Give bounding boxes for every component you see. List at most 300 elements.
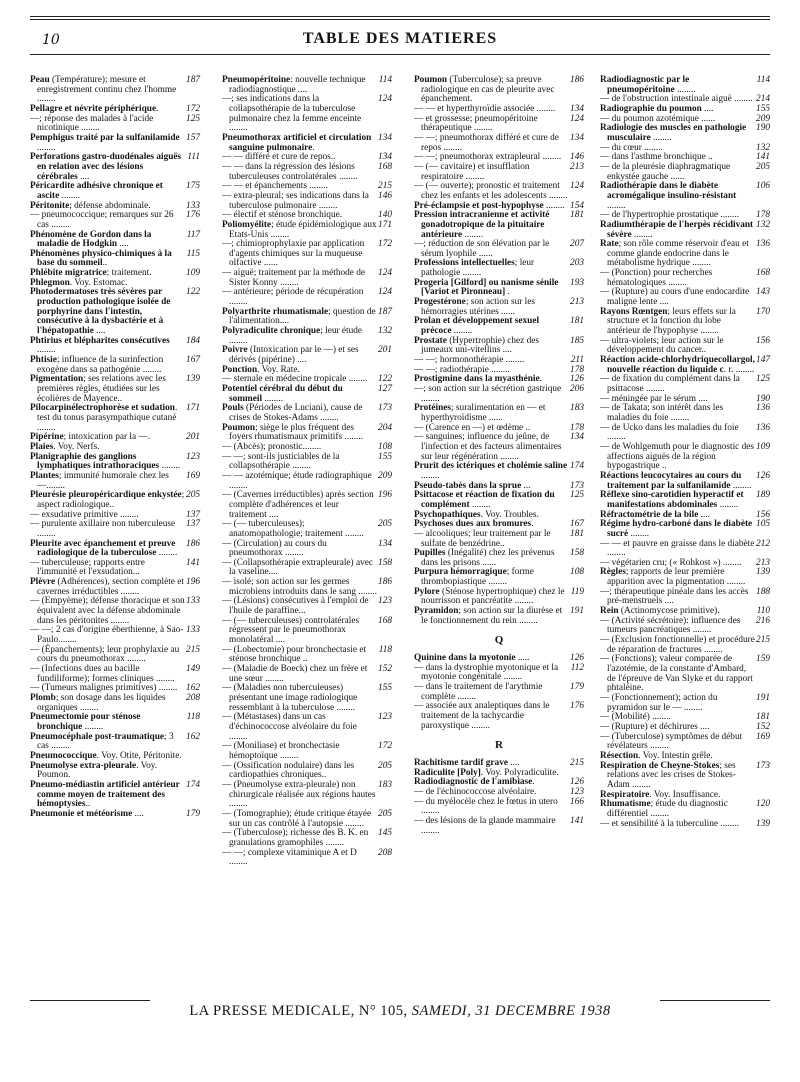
entry-page: 106 [756, 181, 770, 192]
entry-page: 147 [756, 355, 770, 366]
index-entry [414, 279, 584, 298]
entry-page: 183 [570, 403, 584, 414]
footer-journal: LA PRESSE MEDICALE, N° 105, [189, 1003, 408, 1019]
index-entry [30, 694, 200, 713]
entry-text: — (Ponction) pour recherches hématologiques ........ [600, 268, 713, 288]
entry-text: Pemphigus traité par la sulfanilamide ........ [30, 132, 180, 153]
index-entry [222, 134, 392, 153]
index-entry [222, 810, 392, 829]
entry-text: Poumon (Tuberculose); sa preuve radiologique en cas de pleurite avec épanchement. [414, 75, 555, 105]
entry-page: 117 [186, 229, 200, 240]
entry-page: 181 [756, 712, 770, 723]
entry-page: 179 [186, 808, 200, 819]
index-entry [414, 462, 584, 481]
index-entry [600, 617, 770, 636]
entry-text: Perforations gastro-duodénales aiguës en relation avec des lésions cérébrales .... [30, 152, 182, 182]
entry-text: Pression intracranienne et activité gonadotropique de la pituitaire antérieure ........ [414, 210, 550, 240]
index-column-4 [600, 76, 770, 829]
index-entry [414, 607, 584, 626]
entry-page: 123 [378, 596, 392, 607]
entry-page: 179 [570, 682, 584, 693]
entry-page: 108 [570, 567, 584, 578]
entry-text: — aiguë; traitement par la méthode de Sister Konny ........ [222, 268, 366, 288]
entry-text: — (Mobilité) ........ [600, 712, 671, 723]
index-entry [600, 375, 770, 394]
entry-page: 126 [570, 374, 584, 385]
entry-text: Rachitisme tardif grave .... [414, 757, 520, 768]
entry-text: Quinine dans la myotonie ..... [414, 653, 530, 664]
entry-page: 205 [378, 808, 392, 819]
entry-page: 114 [756, 75, 770, 85]
entry-text: Progestérone; son action sur les hémorragies utérines ...... [414, 297, 536, 317]
entry-text: — associée aux analeptiques dans le traitement de la tachycardie paroxystique ........ [414, 701, 550, 731]
entry-text: Réactions leucocytaires au cours du traitement par la sulfanilamide ........ [600, 470, 752, 491]
entry-text: — —; 2 cas d'origine éberthienne, à Sao-Paulo........ [30, 625, 184, 646]
entry-page: 110 [756, 606, 770, 617]
entry-page: 162 [186, 731, 200, 742]
entry-page: 172 [378, 741, 392, 752]
footer-date: SAMEDI, 31 DECEMBRE 1938 [411, 1003, 611, 1019]
entry-text: Pneumonie et météorisme .... [30, 808, 144, 819]
header-rule [30, 54, 770, 55]
entry-text: Radiumthérapie de l'herpès récidivant sévère ........ [600, 219, 754, 240]
entry-page: 157 [186, 132, 200, 143]
entry-text: — végétarien cru; (« Rohkost ») ........ [600, 557, 742, 568]
entry-text: Pouls (Périodes de Luciani), cause de crises de Stokes-Adams ........ [222, 403, 363, 423]
index-entry [222, 346, 392, 365]
entry-page: 193 [570, 277, 584, 288]
entry-text: Professions intellectuelles; leur pathologie ........ [414, 258, 535, 279]
top-rule-2 [30, 19, 770, 20]
entry-page: 205 [756, 161, 770, 172]
entry-text: — extra-pleural; ses indications dans la tuberculose pulmonaire ........ [222, 190, 369, 211]
entry-text: Poumon; siège le plus fréquent des foyers rhumatismaux primitifs ........ [222, 422, 364, 443]
entry-page: 174 [570, 461, 584, 472]
entry-text: Plaies. Voy. Nerfs. [30, 441, 100, 452]
entry-text: Règles; rapports de leur première apparition avec la pigmentation ........ [600, 567, 746, 588]
entry-text: — et sensibilité à la tuberculine ........ [600, 818, 739, 829]
entry-page: 196 [378, 490, 392, 501]
entry-page: 204 [378, 422, 392, 433]
entry-text: — dans la dystrophie myotonique et la myotonie congénitale ........ [414, 662, 559, 683]
index-entry [30, 540, 200, 559]
index-entry [222, 269, 392, 288]
entry-page: 188 [756, 586, 770, 597]
index-entry [600, 240, 770, 269]
index-entry [30, 472, 200, 491]
section-letter: Q [494, 634, 504, 647]
index-entry [414, 588, 584, 607]
entry-page: 171 [186, 403, 200, 414]
index-entry [414, 530, 584, 549]
entry-page: 133 [186, 200, 200, 211]
index-entry [222, 95, 392, 134]
entry-page: 201 [378, 345, 392, 356]
index-entry [222, 559, 392, 578]
entry-page: 156 [756, 335, 770, 346]
entry-text: Phlegmon. Voy. Estomac. [30, 277, 128, 288]
index-entry [414, 115, 584, 134]
entry-page: 205 [186, 490, 200, 501]
entry-text: Prolan et développement sexuel précoce ........ [414, 316, 540, 337]
index-entry [222, 327, 392, 346]
entry-page: 118 [378, 644, 392, 655]
entry-text: Radiculite [Poly]. Voy. Polyradiculite. [414, 767, 559, 778]
entry-text: Pleurésie pleuropéricardique enkystée; aspect radiologique.. [30, 490, 185, 510]
entry-text: — exsudative primitive ........ [30, 509, 139, 520]
entry-page: 211 [570, 355, 584, 366]
entry-text: Poliomyélite; étude épidémiologique aux Etats-Unis ........ [222, 219, 377, 240]
entry-page: 127 [378, 384, 392, 394]
entry-page: 170 [756, 306, 770, 317]
entry-text: — purulente axillaire non tuberculeuse ........ [30, 519, 176, 539]
entry-page: 178 [570, 422, 584, 433]
index-entry [30, 491, 200, 510]
entry-text: —; réponse des malades à l'acide nicotinique ........ [30, 113, 154, 134]
index-entry [30, 810, 200, 820]
entry-text: — (— tuberculeuses); anatomopathologie; traitement ........ [222, 519, 364, 539]
index-entry [222, 192, 392, 211]
entry-text: — (Tuberculose) symptômes de début révélateurs ........ [600, 731, 743, 752]
entry-page: 191 [570, 606, 584, 617]
entry-page: 205 [378, 760, 392, 771]
entry-text: Pellagre et névrite périphérique. [30, 103, 159, 114]
index-entry [30, 626, 200, 645]
index-entry [414, 259, 584, 278]
entry-text: Pupilles (Inégalité) chez les prévenus dans les prisons ...... [414, 548, 555, 568]
entry-page: 162 [186, 683, 200, 694]
entry-text: — (Collapsothérapie extrapleurale) avec la vaseline.... [222, 557, 374, 578]
entry-text: — antérieure; période de récupération ........ [222, 287, 364, 308]
entry-text: Péricardite adhésive chronique et ascite ........ [30, 181, 163, 201]
entry-page: 125 [756, 374, 770, 385]
index-entry [222, 424, 392, 443]
entry-text: — —; sont-ils justiciables de la collapsothérapie ........ [222, 451, 340, 472]
entry-text: Protéines; suralimentation en — et hyperthyroïdisme ...... [414, 403, 546, 423]
footer-rule-right [660, 1000, 770, 1001]
entry-page: 126 [570, 777, 584, 788]
entry-text: — tuberculeuse; rapports entre l'immunité et l'exsudation... [30, 557, 145, 578]
entry-page: 152 [378, 664, 392, 675]
entry-text: Peau (Température); mesure et enregistrement continu chez l'homme ........ [30, 75, 177, 105]
page-title: TABLE DES MATIERES [302, 30, 498, 47]
entry-text: Radiodiagnostic par le pneumopéritoine ........ [600, 75, 696, 95]
page-number: 10 [42, 32, 60, 48]
entry-page: 108 [378, 441, 392, 452]
index-entry [600, 404, 770, 423]
entry-text: — (Circulation) au cours du pneumothorax ........ [222, 538, 327, 559]
index-entry [600, 520, 770, 539]
entry-page: 190 [756, 123, 770, 134]
entry-text: —; chimioprophylaxie par application d'agents chimiques sur la muqueuse olfactive ...... [222, 239, 365, 269]
entry-text: — (Fonctions); valeur comparée de l'azotémie, de la constante d'Ambard, de l'épreuve de Van Slyke et du rapport phtaléine. [600, 654, 753, 694]
entry-text: — (— ouverte); pronostic et traitement chez les enfants et les adolescents ........ [414, 181, 568, 201]
index-entry [30, 781, 200, 810]
entry-page: 141 [570, 815, 584, 826]
index-entry [30, 453, 200, 472]
entry-page: 125 [186, 113, 200, 124]
entry-text: — de l'échinococcose alvéolaire. [414, 786, 537, 797]
entry-text: Réflexe sino-carotidien hyperactif et manifestations abdominales ........ [600, 490, 744, 510]
index-entry [414, 317, 584, 336]
entry-text: — (— tuberculeuses) controlatérales régressent par le pneumothorax monolatéral .... [222, 615, 360, 646]
entry-page: 186 [186, 538, 200, 549]
index-entry [414, 240, 584, 259]
entry-text: — ultra-violets; leur action sur le développement du cancer.. [600, 335, 724, 356]
entry-text: Plomb; son dosage dans les liquides organiques ........ [30, 693, 166, 713]
entry-text: — — dans la régression des lésions tuberculeuses controlatérales ........ [222, 161, 358, 182]
entry-text: — (Cavernes irréductibles) après section complète d'adhérences et leur traitement .... [222, 490, 374, 520]
entry-text: — (Lésions) consécutives à l'emploi de l'huile de paraffine... [222, 596, 369, 617]
index-entry [600, 337, 770, 356]
entry-text: Réaction acide-chlorhydriquecollargol, nouvelle réaction du liquide c. r. ........ [600, 355, 755, 375]
entry-text: — (Ossification nodulaire) dans les cardiopathies chroniques.. [222, 760, 355, 781]
index-entry [30, 250, 200, 269]
section-letter: R [495, 739, 503, 752]
entry-text: — électif et sténose bronchique. [222, 210, 343, 221]
index-entry [30, 578, 200, 597]
entry-page: 155 [378, 683, 392, 694]
entry-page: 176 [570, 701, 584, 712]
entry-text: — pneumococcique; remarques sur 26 cas ........ [30, 210, 174, 230]
entry-page: 212 [756, 538, 770, 549]
entry-page: 124 [570, 181, 584, 192]
entry-text: Potentiel cérébral du début du sommeil ........ [222, 384, 343, 404]
index-entry [600, 636, 770, 655]
entry-page: 169 [756, 731, 770, 742]
entry-text: — (Fonctionnement); action du pyramidon sur le — ........ [600, 693, 718, 713]
entry-text: Planigraphie des ganglions lymphatiques intrathoraciques ........ [30, 451, 181, 472]
entry-page: 137 [186, 509, 200, 520]
entry-text: Pipérine; intoxication par la —. [30, 432, 151, 443]
index-entry [600, 182, 770, 211]
entry-text: Plantes; immunité humorale chez les —........ [30, 470, 169, 491]
entry-page: 190 [756, 393, 770, 404]
entry-text: — — et hyperthyroïdie associée ........ [414, 103, 556, 114]
entry-page: 122 [186, 287, 200, 298]
entry-page: 125 [570, 490, 584, 501]
entry-page: 173 [570, 480, 584, 491]
entry-page: 156 [756, 509, 770, 520]
entry-page: 175 [186, 181, 200, 192]
index-entry [600, 308, 770, 337]
index-entry [30, 404, 200, 433]
entry-text: — (Lobectomie) pour bronchectasie et sténose bronchique .. [222, 644, 367, 665]
entry-page: 124 [378, 287, 392, 298]
entry-page: 209 [756, 113, 770, 124]
entry-page: 183 [378, 779, 392, 790]
index-entry [30, 288, 200, 336]
footer-rule-left [30, 1000, 150, 1001]
entry-page: 126 [570, 653, 584, 664]
entry-page: 176 [186, 210, 200, 221]
index-entry [600, 288, 770, 307]
index-entry [30, 182, 200, 201]
entry-text: — dans le traitement de l'arythmie complète ........ [414, 682, 543, 702]
index-entry [600, 472, 770, 491]
entry-text: — (Carence en —) et œdème .. [414, 422, 531, 433]
entry-text: Rhumatisme; étude du diagnostic différentiel ........ [600, 799, 728, 819]
entry-page: 215 [186, 644, 200, 655]
entry-page: 149 [186, 664, 200, 675]
entry-page: 140 [378, 210, 392, 221]
entry-page: 134 [570, 432, 584, 443]
entry-page: 105 [756, 519, 770, 530]
index-entry [222, 520, 392, 539]
entry-text: Photodermatoses très sévères par production pathologique isolée de porphyrine dans l'intestin, consécutive à la dysbactérie et à l'hépatopathie .... [30, 287, 171, 337]
entry-page: 141 [756, 152, 770, 163]
index-entry [30, 115, 200, 134]
entry-page: 134 [378, 538, 392, 549]
entry-text: — —; pneumothorax différé et cure de repos ........ [414, 132, 559, 153]
entry-text: Pilocarpinélectrophorèse et sudation. test du tonus parasympathique cutané ........ [30, 403, 178, 433]
index-entry [222, 288, 392, 307]
entry-text: Prostigmine dans la myasthénie. [414, 374, 542, 385]
entry-text: — (Abcès); pronostic........ [222, 441, 322, 452]
entry-page: 203 [570, 258, 584, 269]
entry-page: 208 [378, 847, 392, 858]
index-entry [600, 540, 770, 559]
index-entry [30, 665, 200, 684]
entry-page: 139 [186, 374, 200, 385]
entry-page: 168 [378, 161, 392, 172]
entry-page: 120 [756, 799, 770, 810]
entry-text: — —; pneumothorax extrapleural ........ [414, 152, 562, 163]
index-entry [30, 76, 200, 105]
entry-text: — du poumon azotémique ...... [600, 113, 716, 124]
index-entry [222, 76, 392, 95]
entry-text: — (Pneumolyse extra-pleurale) non chirurgicale réalisée aux régions hautes ........ [222, 779, 376, 810]
index-entry [222, 646, 392, 665]
entry-text: — sternale en médecine tropicale ........ [222, 374, 368, 385]
entry-page: 185 [570, 335, 584, 346]
entry-page: 146 [378, 190, 392, 201]
index-entry [222, 597, 392, 616]
entry-text: — du cœur ........ [600, 142, 663, 153]
entry-page: 168 [378, 615, 392, 626]
entry-text: — — azotémique; étude radiographique ........ [222, 470, 372, 491]
index-entry [222, 781, 392, 810]
entry-text: — de la pleurésie diaphragmatique enkystée gauche ...... [600, 161, 731, 182]
entry-text: Psychopathiques. Voy. Troubles. [414, 509, 539, 520]
entry-page: 196 [186, 577, 200, 588]
index-entry [414, 817, 584, 836]
entry-page: 123 [570, 786, 584, 797]
entry-page: 119 [570, 586, 584, 597]
index-entry [414, 798, 584, 817]
entry-page: 213 [756, 557, 770, 568]
entry-text: — dans l'asthme bronchique .. [600, 152, 713, 163]
entry-text: Respiration de Cheyne-Stokes; ses relations avec les crises de Stokes-Adam ........ [600, 760, 736, 790]
entry-page: 137 [186, 519, 200, 530]
index-entry [222, 453, 392, 472]
entry-page: 154 [570, 200, 584, 211]
entry-text: — (Tuberculose); richesse des B. K. en granulations gramophiles ........ [222, 828, 369, 848]
entry-page: 124 [570, 113, 584, 124]
entry-text: Rein (Actinomycose primitive). [600, 606, 720, 617]
index-entry [222, 540, 392, 559]
entry-text: —; réduction de son élévation par le sérum lyophile ...... [414, 239, 550, 259]
entry-text: —; thérapeutique pinéale dans les accès pré-menstruels .... [600, 586, 749, 607]
entry-text: — de Wohlgemuth pour le diagnostic des affections aiguës de la région hypogastrique .. [600, 441, 755, 472]
entry-page: 152 [756, 721, 770, 732]
index-entry [30, 153, 200, 182]
entry-text: Péritonite; défense abdominale. [30, 200, 151, 211]
entry-text: Polyradiculite chronique; leur étude ........ [222, 326, 363, 346]
index-entry [600, 588, 770, 607]
entry-text: — (Tumeurs malignes primitives) ........ [30, 683, 178, 694]
entry-text: Radiographie du poumon .... [600, 103, 714, 114]
entry-text: Pneumolyse extra-pleurale. Voy. Poumon. [30, 760, 158, 781]
index-entry [30, 375, 200, 404]
index-entry [414, 549, 584, 568]
entry-text: Rate; son rôle comme réservoir d'eau et comme glande endocrine dans le métabolisme hydrique ........ [600, 239, 749, 269]
index-entry [414, 298, 584, 317]
entry-page: 158 [378, 557, 392, 568]
entry-text: — de l'obstruction intestinale aiguë ........ [600, 94, 753, 105]
entry-text: Pylore (Sténose hypertrophique) chez le nourrisson et pancréatite ........ [414, 586, 565, 607]
entry-text: — et grossesse; pneumopéritoine thérapeutique ........ [414, 113, 538, 134]
entry-text: — de l'hypertrophie prostatique ........ [600, 210, 740, 221]
index-entry [30, 733, 200, 752]
footer [0, 1003, 800, 1020]
entry-text: — méningée par le sérum .... [600, 393, 708, 404]
entry-text: Résection. Voy. Intestin grêle. [600, 750, 713, 761]
entry-text: Respiratoire. Voy. Insuffisance. [600, 789, 721, 800]
index-entry [222, 665, 392, 684]
entry-page: 109 [756, 441, 770, 452]
index-entry [222, 385, 392, 404]
entry-text: — du myélocèle chez le fœtus in utero ........ [414, 796, 558, 817]
entry-page: 181 [570, 210, 584, 221]
entry-page: 178 [570, 364, 584, 375]
entry-page: 133 [186, 625, 200, 636]
entry-text: — —; radiothérapie ........ [414, 364, 510, 375]
index-entry [600, 356, 770, 375]
index-column-2 [222, 76, 392, 868]
index-entry [222, 404, 392, 423]
entry-text: Progeria [Gilford] ou nanisme sénile [Variot et Pironneau] . [414, 277, 559, 298]
entry-page: 115 [186, 248, 200, 259]
index-entry [414, 337, 584, 356]
entry-page: 167 [186, 355, 200, 366]
entry-text: Poivre (Intoxication par le —) et ses dérivés (pipérine) .... [222, 345, 359, 366]
index-entry [222, 742, 392, 761]
entry-text: Prostate (Hypertrophie) chez des jumeaux uni-vitellins .... [414, 335, 540, 356]
index-entry [414, 433, 584, 462]
index-entry [600, 568, 770, 587]
entry-text: — —; complexe vitaminique A et D ........ [222, 847, 357, 868]
entry-text: — isolé; son action sur les germes microbiens introduits dans le sang ........ [222, 577, 377, 597]
entry-text: Plèvre (Adhérences), section complète et cavernes irréductibles ........ [30, 577, 184, 597]
index-entry [222, 849, 392, 868]
entry-page: 205 [378, 519, 392, 530]
entry-page: 206 [570, 384, 584, 394]
entry-page: 215 [570, 757, 584, 768]
index-entry [30, 520, 200, 539]
entry-text: Radiothérapie dans le diabète acromégalique insulino-résistant ........ [600, 181, 737, 211]
index-entry [222, 240, 392, 269]
entry-text: — — et épanchements ........ [222, 181, 328, 192]
entry-page: 124 [378, 268, 392, 279]
index-entry [30, 646, 200, 665]
entry-text: Radiodiagnostic de l'amibiase. [414, 777, 535, 788]
entry-page: 136 [756, 403, 770, 414]
entry-text: Ponction. Voy. Rate. [222, 364, 300, 375]
entry-text: — — différé et cure de repos.. [222, 152, 336, 163]
entry-page: 124 [378, 94, 392, 105]
index-entry [600, 733, 770, 752]
